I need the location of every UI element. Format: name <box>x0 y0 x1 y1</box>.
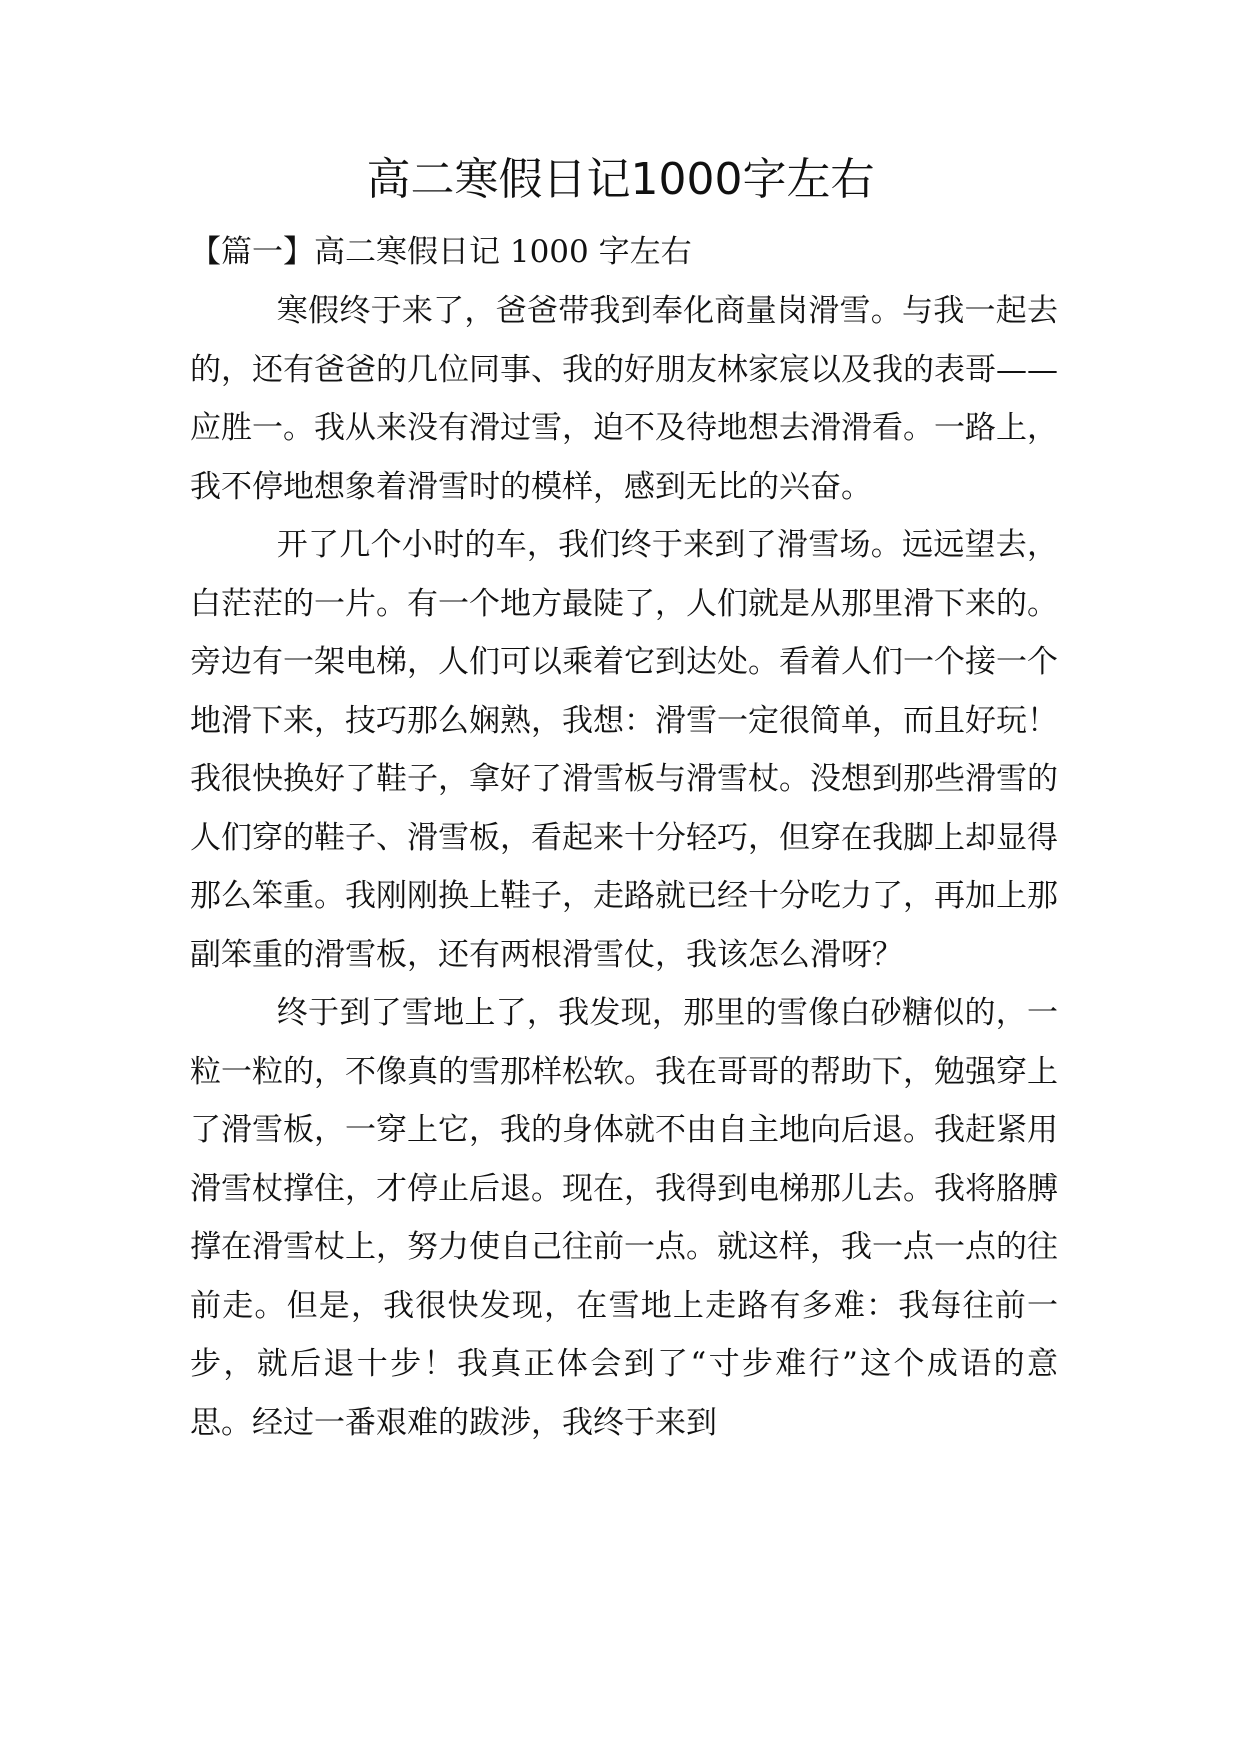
paragraph-2: 开了几个小时的车，我们终于来到了滑雪场。远远望去，白茫茫的一片。有一个地方最陡了，人们就是从那里滑下来的。旁边有一架电梯，人们可以乘着它到达处。看着人们一个接一个地滑下来，技巧那么娴熟，我想：滑雪一定很简单，而且好玩！我很快换好了鞋子，拿好了滑雪板与滑雪杖。没想到那些滑雪的人们穿的鞋子、滑雪板，看起来十分轻巧，但穿在我脚上却显得那么笨重。我刚刚换上鞋子，走路就已经十分吃力了，再加上那副笨重的滑雪板，还有两根滑雪仗，我该怎么滑呀？ <box>190 527 1058 973</box>
document-body <box>190 282 1058 1452</box>
paragraph-1: 寒假终于来了，爸爸带我到奉化商量岗滑雪。与我一起去的，还有爸爸的几位同事、我的好朋友林家宸以及我的表哥——应胜一。我从来没有滑过雪，迫不及待地想去滑滑看。一路上，我不停地想象着滑雪时的模样，感到无比的兴奋。 <box>190 293 1058 505</box>
document-title: 高二寒假日记1000字左右 <box>366 154 875 205</box>
paragraph-3: 终于到了雪地上了，我发现，那里的雪像白砂糖似的，一粒一粒的，不像真的雪那样松软。我在哥哥的帮助下，勉强穿上了滑雪板，一穿上它，我的身体就不由自主地向后退。我赶紧用滑雪杖撑住，才停止后退。现在，我得到电梯那儿去。我将胳膊撑在滑雪杖上，努力使自己往前一点。就这样，我一点一点的往前走。但是，我很快发现，在雪地上走路有多难：我每往前一步，就后退十步！我真正体会到了“寸步难行”这个成语的意思。经过一番艰难的跋涉，我终于来到 <box>190 995 1058 1441</box>
section-heading: 【篇一】高二寒假日记 1000 字左右 <box>190 234 692 270</box>
